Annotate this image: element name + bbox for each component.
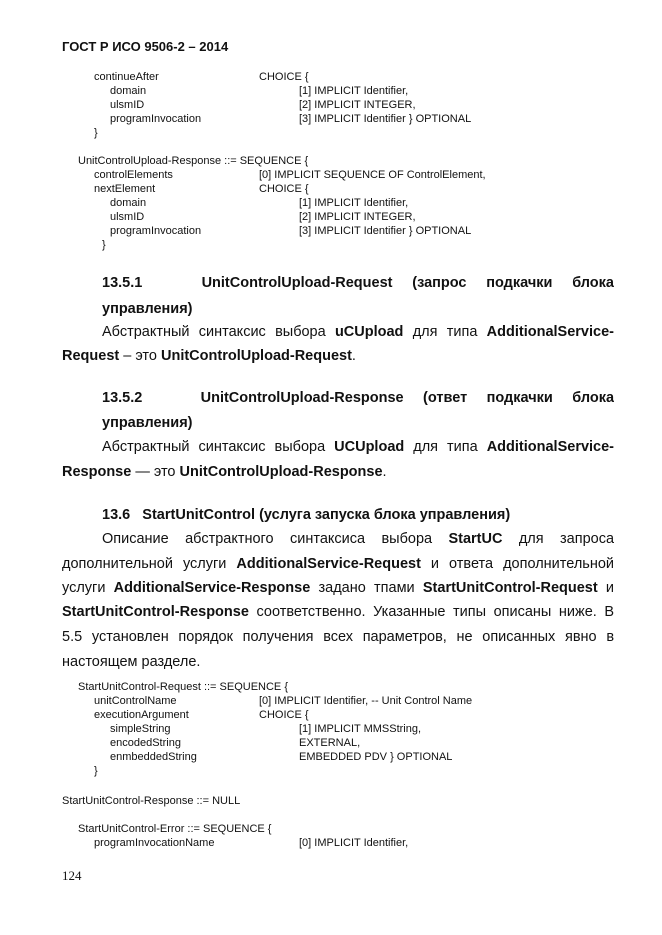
word: UCUpload [334,439,405,455]
code-line: domain [110,197,147,209]
word: установлен [91,629,169,645]
code-line: CHOICE { [259,71,309,83]
word: порядок [178,629,233,645]
word: выбора [381,531,433,547]
word: 5.5 [62,629,83,645]
heading-word: (ответ [423,390,468,406]
section-heading-13-5-1 [102,275,614,295]
code-line: ulsmID [110,99,145,111]
paragraph-line: настоящем разделе. [62,654,201,670]
paragraph-line [62,556,614,576]
code-line: [0] IMPLICIT Identifier, -- Unit Control Name [259,695,473,707]
word: AdditionalService-Request [236,556,421,572]
paragraph-line [62,348,356,364]
word: для [518,531,544,547]
word: всех [323,629,354,645]
code-line: } [94,127,98,139]
code-line: domain [110,85,147,97]
word: Описание [102,531,169,547]
heading-word: подкачки [486,390,553,406]
word: запроса [560,531,614,547]
code-line: [0] IMPLICIT Identifier, [299,837,409,849]
word: Абстрактный [102,439,190,455]
heading-word: UnitControlUpload-Response [200,390,404,406]
section-heading-line2: управления) [102,415,193,431]
section-number: 13.5.2 [102,390,143,406]
paragraph-line [62,580,614,600]
word: тпами [374,580,415,596]
word: AdditionalService- [486,324,614,340]
word: В [604,604,614,620]
heading-word: подкачки [486,275,553,291]
word: услуги [182,556,227,572]
word: описанных [482,629,556,645]
word: Response [62,464,132,480]
word: дополнительной [62,556,173,572]
word: UnitControlUpload-Request [161,348,352,364]
word: синтаксис [198,439,266,455]
word: Указанные [373,604,446,620]
word: явно [564,629,597,645]
code-line: enmbeddedString [110,751,197,763]
heading-word: блока [572,390,614,406]
word: AdditionalService- [486,439,614,455]
word: StartUnitControl-Response [62,604,249,620]
word: для [412,324,438,340]
section-heading-13-6: 13.6 StartUnitControl (услуга запуска блока управления) [102,507,511,523]
word: UnitControlUpload-Response [179,464,383,480]
word: услуги [62,580,106,596]
code-line: unitControlName [94,695,177,707]
heading-word: (запрос [412,275,467,291]
code-line: StartUnitControl-Request ::= SEQUENCE { [78,681,288,693]
word: параметров, [362,629,447,645]
code-line: CHOICE { [259,183,309,195]
word: получения [242,629,314,645]
word: ниже. [558,604,597,620]
word: и [605,580,614,596]
section-number: 13.5.1 [102,275,143,291]
word: не [456,629,473,645]
code-line: } [102,239,106,251]
word: — это [131,464,180,480]
code-line: executionArgument [94,709,189,721]
paragraph-line [102,324,614,344]
code-line: StartUnitControl-Response ::= NULL [62,795,241,807]
paragraph-line [102,531,614,551]
word: uCUpload [334,324,404,340]
heading-word: блока [572,275,614,291]
code-line: programInvocation [110,113,202,125]
section-heading-line2: управления) [102,301,193,317]
code-line: [3] IMPLICIT Identifier } OPTIONAL [299,225,472,237]
paragraph-line [62,629,614,649]
word: выбора [275,324,326,340]
section-heading-13-5-2 [102,390,614,410]
code-line: encodedString [110,737,181,749]
word: дополнительной [503,556,614,572]
code-line: CHOICE { [259,709,309,721]
word: . [382,464,387,480]
word: синтаксис [198,324,266,340]
word: ответа [449,556,494,572]
code-line: [1] IMPLICIT MMSString, [299,723,422,735]
heading-word: UnitControlUpload-Request [201,275,393,291]
word: AdditionalService-Response [113,580,311,596]
code-line: StartUnitControl-Error ::= SEQUENCE { [78,823,272,835]
code-line: [0] IMPLICIT SEQUENCE OF ControlElement, [259,169,486,181]
word: в [606,629,614,645]
word: типа [447,439,478,455]
code-line: [3] IMPLICIT Identifier } OPTIONAL [299,113,472,125]
page-number: 124 [62,868,82,883]
code-line: continueAfter [94,71,159,83]
document-header: ГОСТ Р ИСО 9506-2 – 2014 [62,39,229,54]
paragraph-line [102,439,614,459]
code-line: EMBEDDED PDV } OPTIONAL [299,751,453,763]
code-line: programInvocation [110,225,202,237]
paragraph-line [62,604,614,624]
word: выбора [274,439,326,455]
code-line: } [94,765,98,777]
word: StartUnitControl-Request [422,580,598,596]
word: синтаксиса [289,531,366,547]
word: задано [318,580,366,596]
word: Абстрактный [102,324,190,340]
code-line: simpleString [110,723,171,735]
code-line: [1] IMPLICIT Identifier, [299,197,409,209]
paragraph-line [62,464,387,480]
word: описаны [493,604,552,620]
code-line: [2] IMPLICIT INTEGER, [299,99,416,111]
code-line: [1] IMPLICIT Identifier, [299,85,409,97]
word: для [413,439,439,455]
code-line: UnitControlUpload-Response ::= SEQUENCE { [78,155,309,167]
word: StartUC [448,531,503,547]
word: типа [446,324,478,340]
code-line: nextElement [94,183,156,195]
word: абстрактного [185,531,274,547]
word: типы [453,604,487,620]
code-line: programInvocationName [94,837,215,849]
code-line: [2] IMPLICIT INTEGER, [299,211,416,223]
word: соответственно. [256,604,366,620]
word: – это [119,348,161,364]
code-line: ulsmID [110,211,145,223]
code-line: controlElements [94,169,173,181]
word: и [430,556,440,572]
code-line: EXTERNAL, [299,737,361,749]
word: . [351,348,356,364]
word: Request [62,348,120,364]
